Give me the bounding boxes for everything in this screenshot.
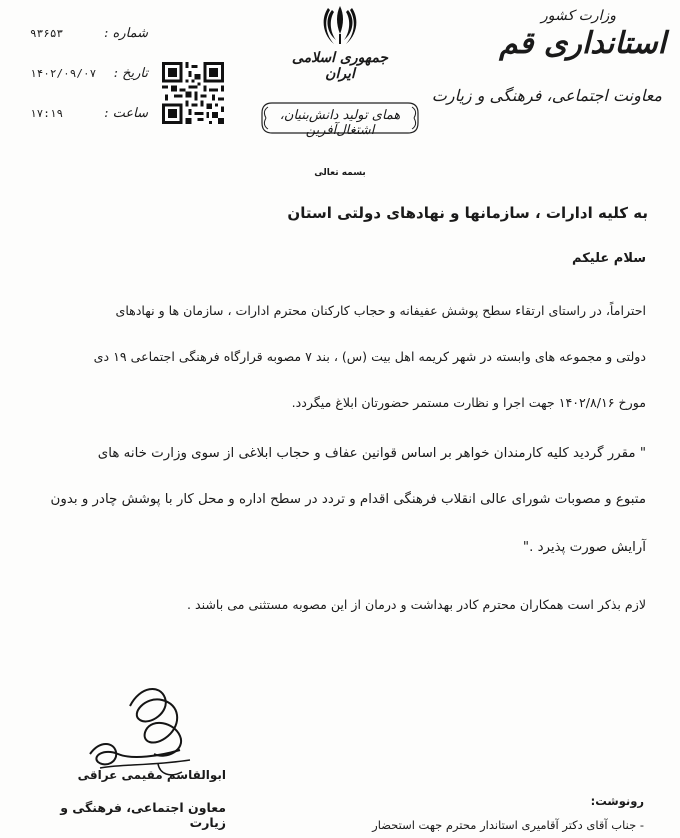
cc-label: رونوشت:	[590, 794, 644, 808]
signer-name: ابوالقاسم مقیمی عراقی	[77, 768, 226, 782]
paragraph-2-line: آرایش صورت پذیرد ."	[522, 540, 646, 555]
greeting: سلام علیکم	[572, 251, 646, 266]
signer-title: معاون اجتماعی، فرهنگی و زیارت	[60, 800, 226, 830]
letter-time-row	[30, 106, 148, 121]
paragraph-1-line: مورخ ۱۴۰۲/۸/۱۶ جهت اجرا و نظارت مستمر حضورتان ابلاغ میگردد.	[291, 395, 646, 410]
cc-item: - جناب آقای دکتر آقامیری استاندار محترم جهت استحضار	[372, 818, 644, 832]
paragraph-1-line: احتراماً، در راستای ارتقاء سطح پوشش عفیفانه و حجاب کارکنان محترم ادارات ، سازمان ها و نهادهای	[115, 303, 646, 318]
slogan-text: همای تولید دانش‌بنیان، اشتغال‌آفرین	[279, 108, 401, 138]
paragraph-1-line: دولتی و مجموعه های وابسته در شهر کریمه اهل بیت (س) ، بند ۷ مصوبه قرارگاه فرهنگی اجتماعی ۱۹ دی	[93, 349, 646, 364]
qr-code-icon	[162, 62, 224, 124]
paragraph-3: لازم بذکر است همکاران محترم کادر بهداشت و درمان از این مصوبه مستثنی می باشند .	[186, 597, 646, 612]
governorate-title: استانداری قم	[499, 26, 666, 61]
date-value: ۱۴۰۲/۰۹/۰۷	[30, 67, 97, 80]
number-value: ۹۳۶۵۳	[30, 27, 64, 40]
department-name: معاونت اجتماعی، فرهنگی و زیارت	[431, 86, 662, 105]
paragraph-2-line: متبوع و مصوبات شورای عالی انقلاب فرهنگی اقدام و تردد در سطح اداره و محل کار با پوشش چادر و بدون	[50, 492, 646, 507]
time-value: ۱۷:۱۹	[30, 107, 64, 120]
republic-title: جمهوری اسلامی ایران	[291, 50, 389, 82]
letter-number-row	[30, 26, 148, 41]
paragraph-2-line: " مقرر گردید کلیه کارمندان خواهر بر اساس قوانین عفاف و حجاب ابلاغی از سوی وزارت خانه های	[97, 446, 646, 461]
ministry-name: وزارت کشور	[541, 8, 616, 24]
letter-date-row	[30, 66, 148, 81]
iran-emblem-icon	[322, 4, 358, 46]
time-label: ساعت :	[104, 106, 148, 121]
date-label: تاریخ :	[113, 66, 148, 81]
addressee: به کلیه ادارات ، سازمانها و نهادهای دولتی استان	[287, 204, 648, 222]
basmala: بسمه تعالی	[314, 168, 366, 178]
number-label: شماره :	[104, 26, 148, 41]
